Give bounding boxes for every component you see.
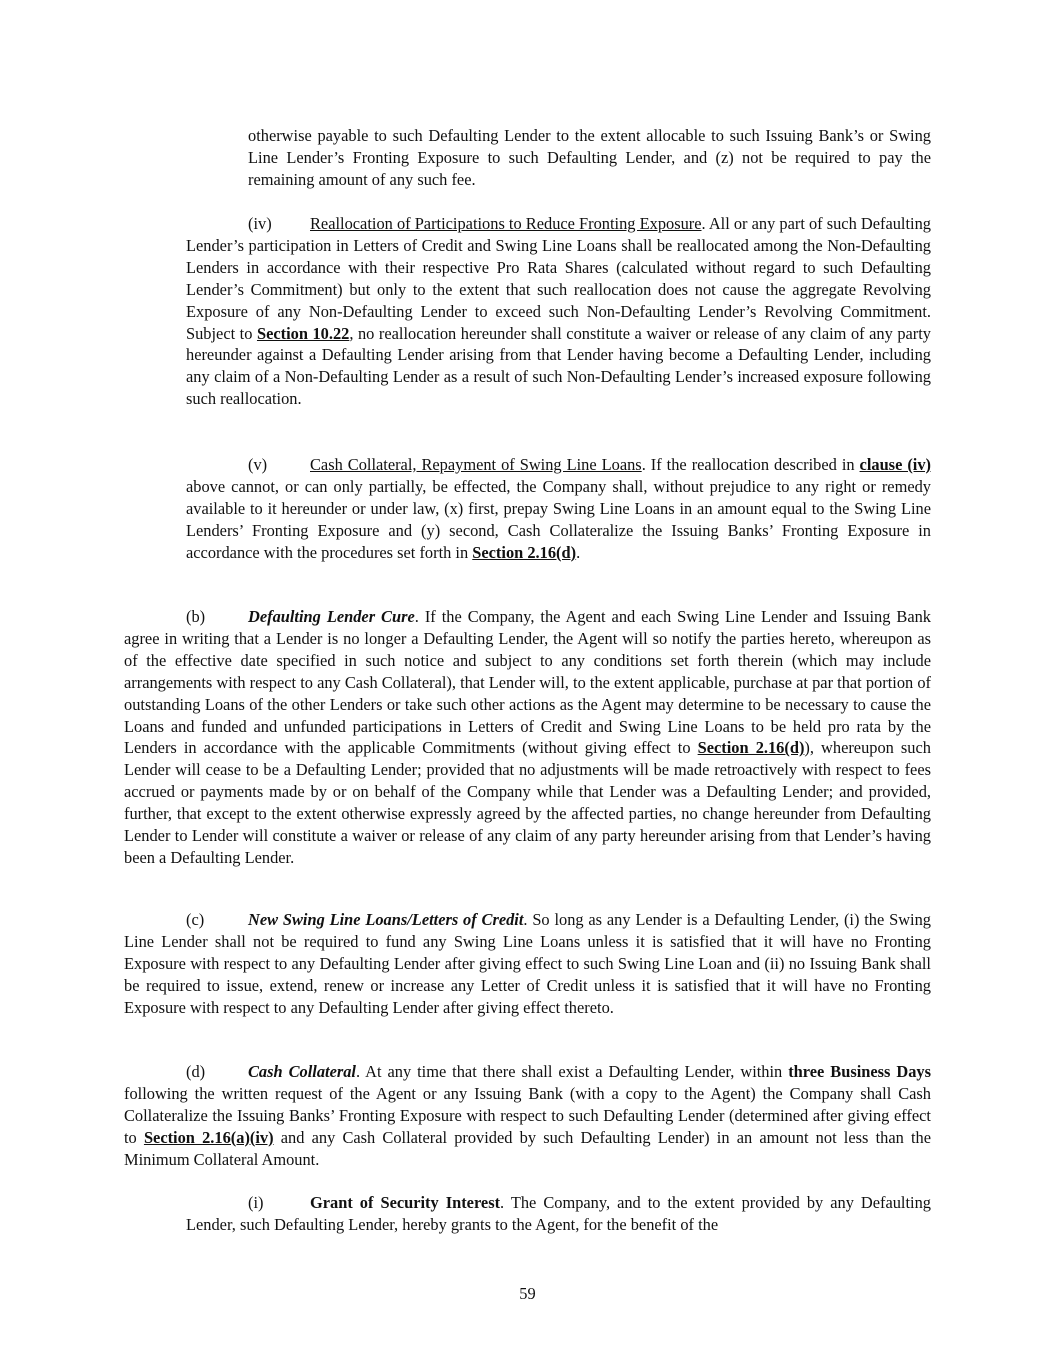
clause-heading-d: Cash Collateral	[248, 1062, 356, 1081]
paragraph-iv	[186, 213, 931, 410]
clause-number-v: (v)	[248, 455, 268, 474]
clause-ref-iv: clause (iv)	[859, 455, 931, 474]
clause-text-d-1: . At any time that there shall exist a Defaulting Lender, within	[355, 1062, 789, 1081]
clause-text-iv-1: . All or any part of such Defaulting Lender’s participation in Letters of Credit and Swing Line Loans shall be reallocated among the Non-Defaulting Lenders in accordance with their respective Pro Rata Shares (calculated without regard to such Defaulting Lender’s Commitment) but only to the extent that such reallocation does not cause the aggregate Revolving Exposure of any Non-Defaulting Lender to exceed such Non-Defaulting Lender’s Revolving Commitment. Subject to	[186, 214, 931, 343]
section-ref-10-22: Section 10.22	[256, 323, 350, 343]
clause-text-b-2: ), whereupon such Lender will cease to be a Defaulting Lender; provided that no adjustments will be made retroactively with respect to fees accrued or payments made by or on behalf of the Company while that Lender was a Defaulting Lender; and provided, further, that except to the extent otherwise expressly agreed by the affected parties, no change hereunder from Defaulting Lender to Lender will constitute a waiver or release of any claim of any party hereunder arising from that Lender’s having been a Defaulting Lender.	[124, 738, 931, 867]
paragraph-c	[124, 909, 931, 1019]
clause-text-b-1: . If the Company, the Agent and each Swing Line Lender and Issuing Bank agree in writing that a Lender is no longer a Defaulting Lender, the Agent will so notify the parties hereto, whereupon as of the effective date specified in such notice and subject to any conditions set forth therein (which may include arrangements with respect to any Cash Collateral), that Lender will, to the extent applicable, purchase at par that portion of outstanding Loans of the other Lenders or take such other actions as the Agent may determine to be necessary to cause the Loans and funded and unfunded participations in Letters of Credit and Swing Line Loans to be held pro rata by the Lenders in accordance with the applicable Commitments (without giving effect to	[124, 607, 931, 758]
paragraph-v	[186, 454, 931, 564]
section-ref-2-16-d: Section 2.16(d)	[472, 542, 577, 562]
clause-text-c-1: . So long as any Lender is a Defaulting Lender, (i) the Swing Line Lender shall not be required to fund any Swing Line Loans unless it is satisfied that it will have no Fronting Exposure with respect to any Defaulting Lender after giving effect to such Swing Line Loan and (ii) no Issuing Bank shall be required to issue, extend, renew or increase any Letter of Credit unless it is satisfied that it will have no Fronting Exposure with respect to any Defaulting Lender after giving effect thereto.	[124, 910, 931, 1017]
clause-number-i: (i)	[248, 1193, 264, 1212]
clause-heading-i: Grant of Security Interest	[310, 1193, 501, 1212]
clause-text-v-3: .	[576, 542, 581, 562]
clause-text-v-2: above cannot, or can only partially, be effected, the Company shall, without prejudice to any right or remedy available to it hereunder or under law, (x) first, prepay Swing Line Loans in an amount equal to the Swing Line Lenders’ Fronting Exposure and (y) second, Cash Collateralize the Issuing Banks’ Fronting Exposure in accordance with the procedures set forth in	[186, 476, 931, 562]
clause-number-c: (c)	[186, 910, 205, 929]
page-number: 59	[519, 1284, 536, 1303]
paragraph-continuation	[248, 125, 931, 191]
section-ref-2-16-a-iv: Section 2.16(a)(iv)	[143, 1127, 274, 1147]
clause-heading-iv: Reallocation of Participations to Reduce Fronting Exposure	[310, 214, 702, 233]
clause-heading-v: Cash Collateral, Repayment of Swing Line Loans	[310, 455, 642, 474]
clause-text-iv-2: , no reallocation hereunder shall constitute a waiver or release of any claim of any party hereunder against a Defaulting Lender arising from that Lender having become a Defaulting Lender, including any claim of a Non-Defaulting Lender as a result of such Non-Defaulting Lender’s increased exposure following such reallocation.	[186, 323, 931, 409]
paragraph-continuation-text: otherwise payable to such Defaulting Lender to the extent allocable to such Issuing Bank’s or Swing Line Lender’s Fronting Exposure to such Defaulting Lender, and (z) not be required to pay the remaining amount of any such fee.	[248, 126, 931, 189]
clause-heading-c: New Swing Line Loans/Letters of Credit	[248, 910, 524, 929]
paragraph-b	[124, 606, 931, 869]
clause-text-d-3: and any Cash Collateral provided by such Defaulting Lender) in an amount not less than the Minimum Collateral Amount.	[124, 1127, 931, 1169]
clause-number-d: (d)	[186, 1062, 206, 1081]
clause-number-iv: (iv)	[248, 214, 272, 233]
paragraph-d	[124, 1061, 931, 1171]
three-business-days: three Business Days	[788, 1062, 931, 1081]
section-ref-2-16-d-b: Section 2.16(d)	[697, 738, 805, 758]
clause-number-b: (b)	[186, 607, 206, 626]
paragraph-i	[186, 1192, 931, 1236]
clause-heading-b: Defaulting Lender Cure	[248, 607, 415, 626]
clause-text-d-2: following the written request of the Agent or any Issuing Bank (with a copy to the Agent) the Company shall Cash Collateralize the Issuing Banks’ Fronting Exposure with respect to such Defaulting Lender (determined after giving effect to	[124, 1083, 931, 1147]
clause-text-v-1: . If the reallocation described in	[641, 455, 860, 474]
clause-text-i-1: . The Company, and to the extent provided by any Defaulting Lender, such Defaulting Lender, hereby grants to the Agent, for the benefit of the	[186, 1193, 931, 1234]
